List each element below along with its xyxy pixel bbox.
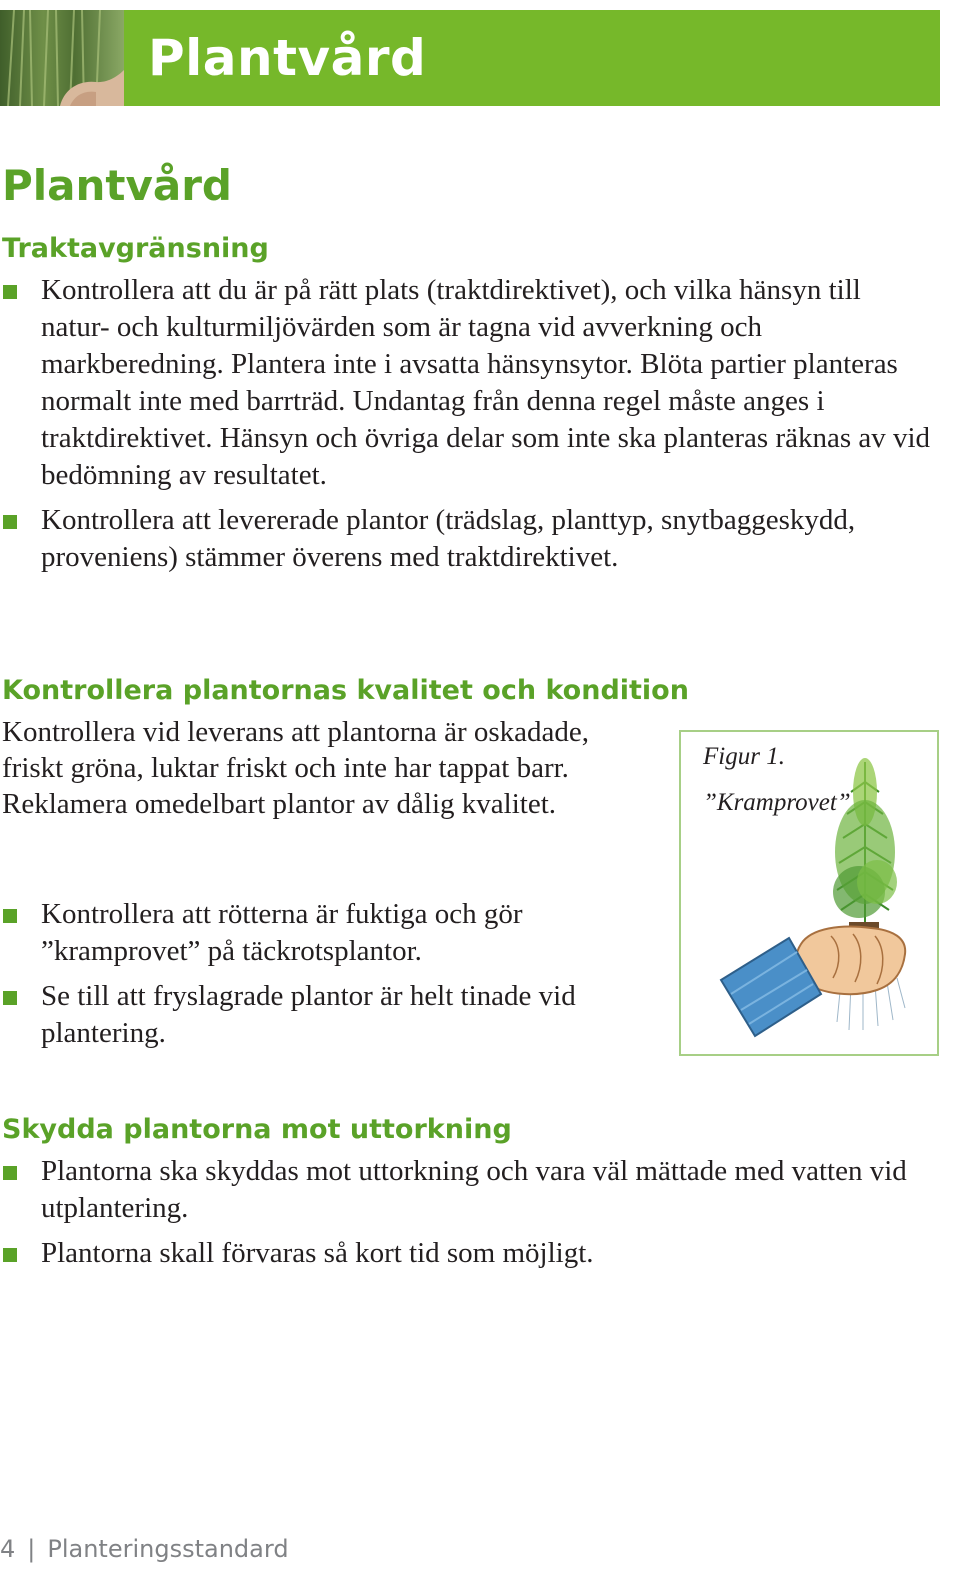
- list-item: [0, 1153, 935, 1227]
- figure-title: ”Kramprovet”: [703, 789, 851, 816]
- bullet-list-traktavgransning: [0, 272, 935, 584]
- figure-kramprovet: [679, 730, 939, 1056]
- bullet-list-kvalitet: [0, 896, 640, 1060]
- banner-title: Plantvård: [148, 29, 427, 87]
- header-banner: [0, 10, 940, 106]
- list-item-text: Plantorna skall förvaras så kort tid som möjligt.: [41, 1237, 594, 1269]
- figure-label: Figur 1.: [703, 743, 785, 770]
- page-footer: [0, 1534, 289, 1564]
- list-item-text: Se till att fryslagrade plantor är helt tinade vid plantering.: [41, 980, 576, 1049]
- footer-separator: |: [27, 1535, 36, 1563]
- publication-title: Planteringsstandard: [47, 1535, 289, 1563]
- list-item: [0, 896, 640, 970]
- list-item: [0, 978, 640, 1052]
- bullet-square-icon: [3, 285, 17, 299]
- section-heading-kvalitet: Kontrollera plantornas kvalitet och kondition: [2, 675, 689, 706]
- bullet-square-icon: [3, 1166, 17, 1180]
- list-item-text: Kontrollera att levererade plantor (trädslag, planttyp, snytbaggeskydd, proveniens) stämmer överens med traktdirektivet.: [41, 504, 856, 573]
- list-item-text: Kontrollera att du är på rätt plats (traktdirektivet), och vilka hänsyn till natur- och kulturmiljövärden som är tagna vid avverkning och markberedning. Plantera inte i avsatta hänsynsytor. Blöta partier planteras normalt inte med barrträd. Undantag från denna regel måste anges i traktdirektivet. Hänsyn och övriga delar som inte ska planteras räknas av vid bedömning av resultatet.: [41, 274, 931, 491]
- page-title: Plantvård: [2, 161, 232, 210]
- list-item-text: Plantorna ska skyddas mot uttorkning och vara väl mättade med vatten vid utplantering.: [41, 1155, 907, 1224]
- banner-photo: [0, 10, 124, 106]
- seedling-in-hand-illustration: [681, 732, 937, 1054]
- page-number: 4: [0, 1535, 16, 1563]
- bullet-square-icon: [3, 1248, 17, 1262]
- bullet-square-icon: [3, 991, 17, 1005]
- list-item-text: Kontrollera att rötterna är fuktiga och gör ”kramprovet” på täckrotsplantor.: [41, 898, 523, 967]
- bullet-square-icon: [3, 515, 17, 529]
- list-item: [0, 1235, 935, 1272]
- quality-paragraph: Kontrollera vid leverans att plantorna är oskadade, friskt gröna, luktar friskt och inte har tappat barr. Reklamera omedelbart plantor av dålig kvalitet.: [2, 716, 590, 820]
- bullet-list-uttorkning: [0, 1153, 935, 1280]
- list-item: [0, 272, 935, 494]
- section-heading-uttorkning: Skydda plantorna mot uttorkning: [2, 1114, 512, 1145]
- section-heading-traktavgransning: Traktavgränsning: [2, 233, 269, 264]
- list-item: [0, 502, 935, 576]
- bullet-square-icon: [3, 909, 17, 923]
